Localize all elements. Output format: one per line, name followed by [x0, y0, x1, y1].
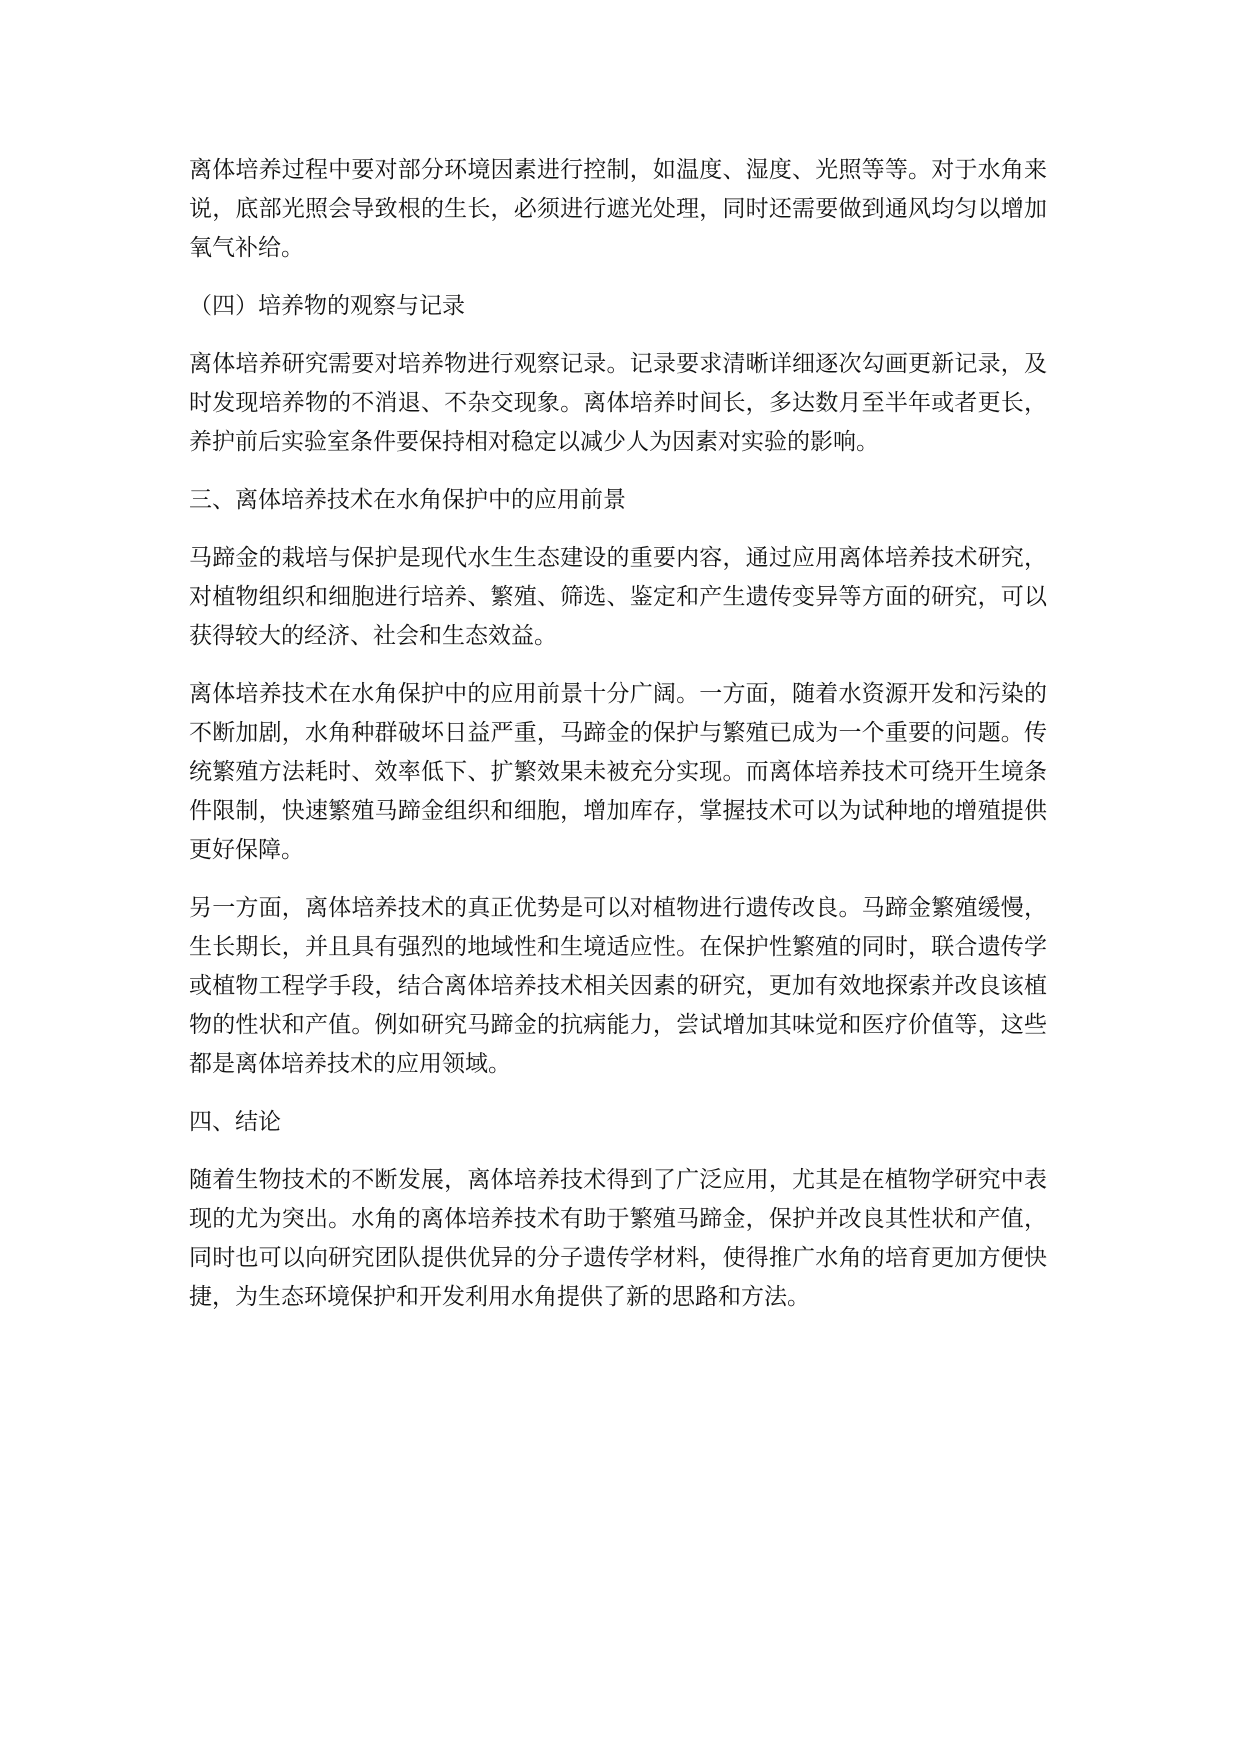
- paragraph-genetic-improvement: 另一方面，离体培养技术的真正优势是可以对植物进行遗传改良。马蹄金繁殖缓慢，生长期长，并且具有强烈的地域性和生境适应性。在保护性繁殖的同时，联合遗传学或植物工程学手段，结合离体培养技术相关因素的研究，更加有效地探索并改良该植物的性状和产值。例如研究马蹄金的抗病能力，尝试增加其味觉和医疗价值等，这些都是离体培养技术的应用领域。: [189, 895, 1047, 1077]
- paragraph-observation: 离体培养研究需要对培养物进行观察记录。记录要求清晰详细逐次勾画更新记录，及时发现培养物的不消退、不杂交现象。离体培养时间长，多达数月至半年或者更长，养护前后实验室条件要保持相对稳定以减少人为因素对实验的影响。: [189, 351, 1047, 455]
- heading-conclusion: 四、结论: [189, 1109, 281, 1135]
- paragraph-broad-prospect: 离体培养技术在水角保护中的应用前景十分广阔。一方面，随着水资源开发和污染的不断加剧，水角种群破坏日益严重，马蹄金的保护与繁殖已成为一个重要的问题。传统繁殖方法耗时、效率低下、扩繁效果未被充分实现。而离体培养技术可绕开生境条件限制，快速繁殖马蹄金组织和细胞，增加库存，掌握技术可以为试种地的增殖提供更好保障。: [189, 681, 1047, 863]
- heading-observation-record: （四）培养物的观察与记录: [189, 293, 465, 319]
- document-body: [189, 151, 1047, 1336]
- paragraph-cultivation-protection: 马蹄金的栽培与保护是现代水生生态建设的重要内容，通过应用离体培养技术研究，对植物组织和细胞进行培养、繁殖、筛选、鉴定和产生遗传变异等方面的研究，可以获得较大的经济、社会和生态效益。: [189, 545, 1047, 649]
- paragraph-conclusion: 随着生物技术的不断发展，离体培养技术得到了广泛应用，尤其是在植物学研究中表现的尤为突出。水角的离体培养技术有助于繁殖马蹄金，保护并改良其性状和产值，同时也可以向研究团队提供优异的分子遗传学材料，使得推广水角的培育更加方便快捷，为生态环境保护和开发利用水角提供了新的思路和方法。: [189, 1167, 1047, 1310]
- heading-application-prospect: 三、离体培养技术在水角保护中的应用前景: [189, 487, 626, 513]
- paragraph-environment-control: 离体培养过程中要对部分环境因素进行控制，如温度、湿度、光照等等。对于水角来说，底部光照会导致根的生长，必须进行遮光处理，同时还需要做到通风均匀以增加氧气补给。: [189, 157, 1047, 261]
